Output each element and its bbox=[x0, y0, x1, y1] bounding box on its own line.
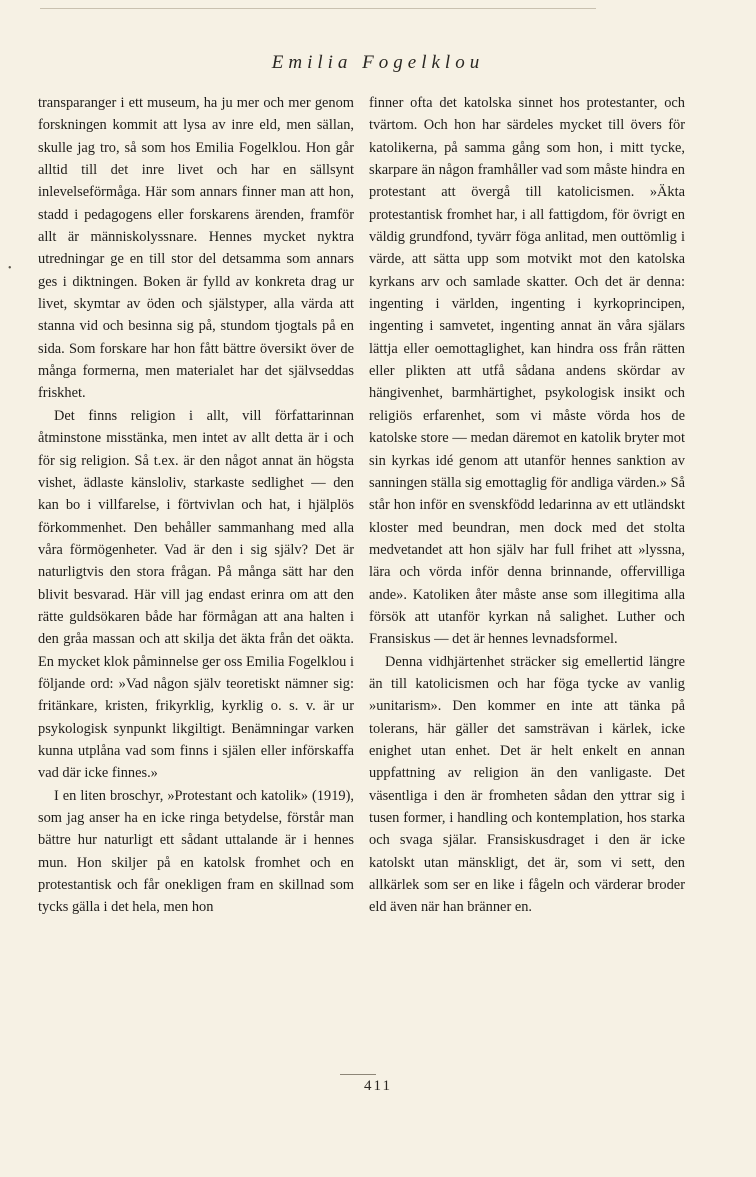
paragraph: Denna vidhjärtenhet sträcker sig emellertid längre än till katolicismen och har föga tycke av vanlig »unitarism». Den kommer en inte att tänka på tolerans, här gäller det samsträvan i kärlek, icke enighet utan enhet. Det är helt enkelt en annan uppfattning av religion än den vanligaste. Det väsentliga i den är fromheten sådan den yttrar sig i tusen former, i handling och kontemplation, hos starka och svaga själar. Fransiskusdraget i den är icke katolskt utan mänskligt, det är, som vi sett, den allkärlek som ser en like i fågeln och värderar broder eld även när han bränner en. bbox=[369, 653, 685, 916]
paragraph: transparanger i ett museum, ha ju mer och mer genom forskningen kommit att lysa av inre eld, men sällan, skulle jag tro, så som hos Emilia Fogelklou. Hon går alltid till det inre livet och har en sällsynt inlevelseförmåga. Här som annars finner man att hon, stadd i pedagogens eller forskarens ärenden, framför allt är människolyssnare. Hennes mycket nyktra utredningar ge en till stor del detsamma som annars ges i diktningen. Boken är fylld av konkreta drag ur livet, skymtar av öden och själstyper, alla värda att stanna vid och besinna sig på, stundom tjogtals på en sida. Som forskare har hon fått bättre översikt över de många formerna, men materialet har det självseddas friskhet. bbox=[38, 95, 354, 402]
top-edge-rule bbox=[40, 8, 596, 9]
folio-rule bbox=[340, 1074, 376, 1075]
paragraph: Det finns religion i allt, vill författarinnan åtminstone misstänka, men intet av allt detta är i och för sig religion. Så t.ex. är den något annat än högsta vishet, ädlaste känsloliv, starkaste sedlighet — den kan bo i villfarelse, i förtvivlan och hat, i hjälplös förkommenhet. Den behåller sammanhang med alla våra förmögenheter. Vad är den i sig själv? Det är naturligtvis den stora frågan. På många sätt har den blivit besvarad. Här vill jag endast erinra om att den rätte guldsökaren både har förmågan att ana halten i den gråa massan och att skilja det äkta från det oäkta. En mycket klok påminnelse ger oss Emilia Fogelklou i följande ord: »Vad någon själv teoretiskt nämner sig: fritänkare, kristen, frikyrklig, kyrklig o. s. v. är ur psykologisk synpunkt likgiltigt. Benämningar varken kunna utplåna vad som finns i själen eller införskaffa vad där icke finnes.» bbox=[38, 407, 354, 782]
left-column bbox=[38, 92, 354, 919]
page-number: 411 bbox=[364, 1078, 392, 1094]
right-column bbox=[369, 92, 685, 919]
running-head: Emilia Fogelklou bbox=[271, 52, 485, 73]
margin-dot: • bbox=[8, 263, 12, 274]
paragraph: I en liten broschyr, »Protestant och katolik» (1919), som jag anser ha en icke ringa betydelse, förstår man bättre hur naturligt ett sådant uttalande är i hennes mun. Hon skiljer på en katolsk fromhet och en protestantisk och får onekligen fram en skillnad som tycks gälla i det hela, men hon bbox=[38, 787, 354, 916]
paragraph: finner ofta det katolska sinnet hos protestanter, och tvärtom. Och hon har särdeles mycket till övers för katolikerna, på samma gång som hon, i mitt tycke, skarpare än någon framhåller vad som måste hindra en protestant att övergå till katolicismen. »Äkta protestantisk fromhet har, i all fattigdom, för övrigt en väldig grundfond, tyvärr föga anlitad, men outtömlig i värde, att sätta upp som motvikt mot den katolska kyrkans arv och samlade skatter. Och det är denna: ingenting i världen, ingenting i kyrkoprincipen, ingenting i samvetet, ingenting annat än våra själars lättja eller oemottaglighet, kan hindra oss från rätten eller plikten att utfå sådana andens skördar av hängivenhet, barmhärtighet, psykologisk insikt och religiös erfarenhet, som vi måste vörda hos de katolske store — medan däremot en katolik bryter mot sin kyrkas idé genom att utanför hennes sanktion av sanningen ställa sig emottaglig för andliga värden.» Så står hon inför en svenskfödd ledarinna av ett utländskt kloster med beundran, men dock med det stolta medvetandet att hon själv har full frihet att »lyssna, lära och vörda inför denna brinnande, offervilliga ande». Katoliken åter måste anse som illegitima alla försök att utanför kyrkan nå salighet. Luther och Fransiskus — det är hennes levnadsformel. bbox=[369, 95, 685, 648]
